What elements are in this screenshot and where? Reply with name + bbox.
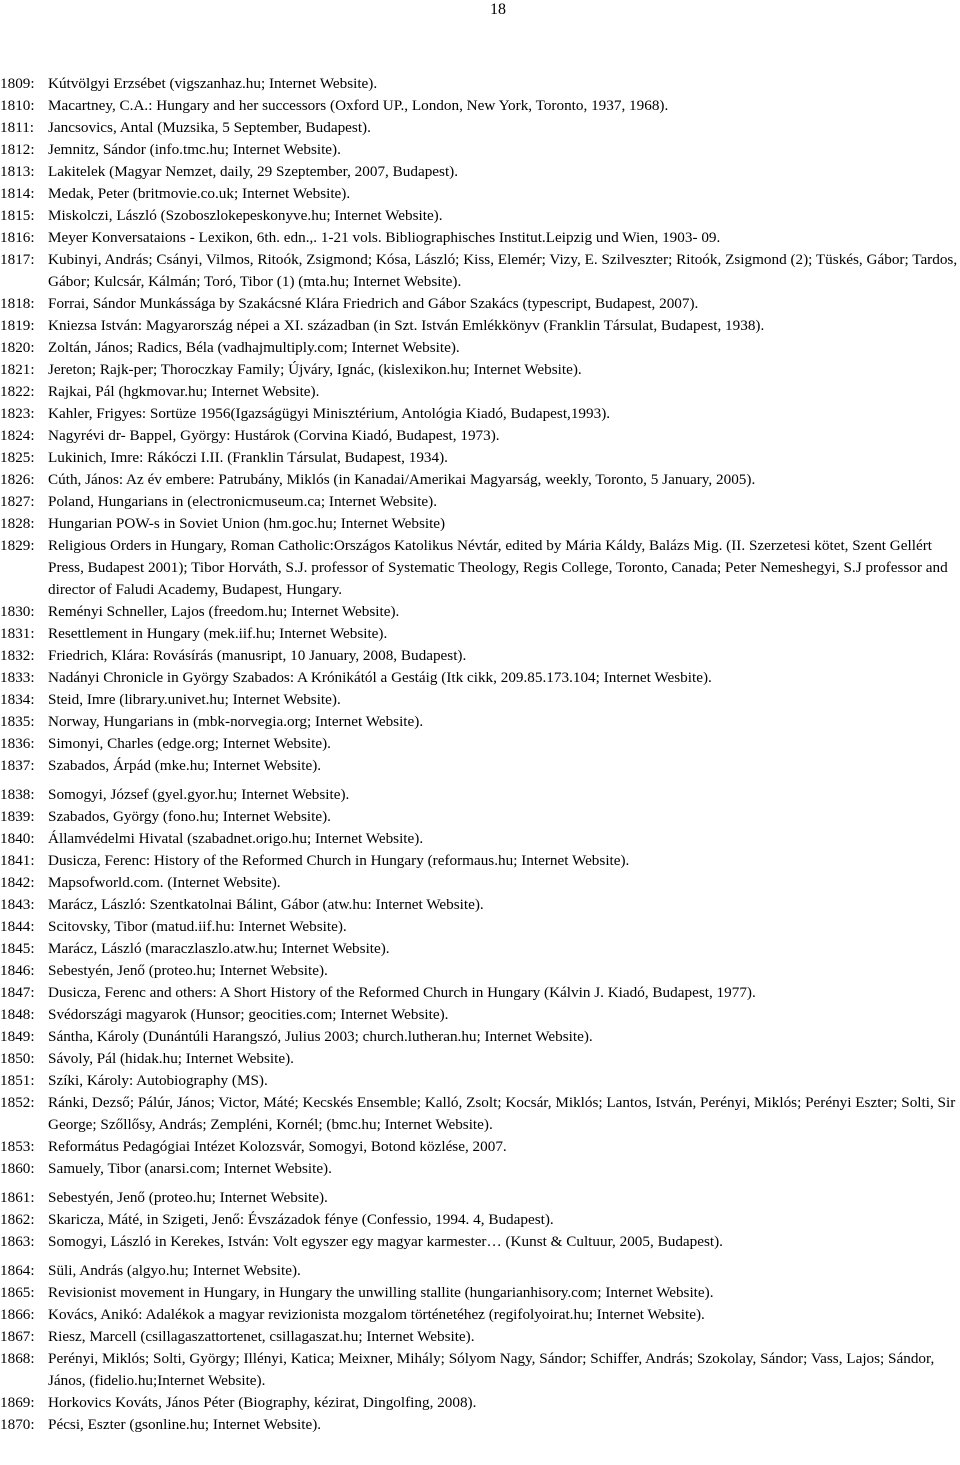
reference-number: 1841:	[0, 852, 35, 869]
reference-text: Lakitelek (Magyar Nemzet, daily, 29 Szeptember, 2007, Budapest).	[48, 163, 459, 180]
reference-number: 1831:	[0, 625, 35, 642]
reference-entry	[0, 469, 958, 491]
reference-text: Szabados, Árpád (mke.hu; Internet Website).	[48, 757, 322, 774]
reference-entry	[0, 828, 958, 850]
reference-number: 1837:	[0, 757, 35, 774]
reference-text: Református Pedagógiai Intézet Kolozsvár, Somogyi, Botond közlése, 2007.	[48, 1138, 507, 1155]
reference-number: 1810:	[0, 97, 35, 114]
reference-number: 1817:	[0, 251, 35, 268]
reference-number: 1824:	[0, 427, 35, 444]
reference-text: Somogyi, László in Kerekes, István: Volt egyszer egy magyar karmester… (Kunst & Cultuur, 2005, Budapest).	[48, 1233, 723, 1250]
reference-entry	[0, 513, 958, 535]
reference-entry	[0, 938, 958, 960]
reference-number: 1814:	[0, 185, 35, 202]
reference-text: Cúth, János: Az év embere: Patrubány, Miklós (in Kanadai/Amerikai Magyarság, weekly, Toronto, 5 January, 2005).	[48, 471, 756, 488]
reference-number: 1811:	[0, 119, 35, 136]
reference-number: 1840:	[0, 830, 35, 847]
reference-text: Skaricza, Máté, in Szigeti, Jenő: Évszázadok fénye (Confessio, 1994. 4, Budapest).	[48, 1211, 554, 1228]
reference-text: Sávoly, Pál (hidak.hu; Internet Website).	[48, 1050, 294, 1067]
reference-text: Simonyi, Charles (edge.org; Internet Website).	[48, 735, 331, 752]
reference-text: Pécsi, Eszter (gsonline.hu; Internet Website).	[48, 1416, 322, 1433]
reference-entry	[0, 850, 958, 872]
reference-text: Kubinyi, András; Csányi, Vilmos, Ritoók, Zsigmond; Kósa, László; Kiss, Elemér; Vizy, E. Szilveszter; Ritoók, Zsigmond (2); Tüskés, Gábor; Tardos, Gábor; Kulcsár, Kálmán; Toró, Tibor (1) (mta.hu; Internet Website).	[48, 251, 958, 290]
reference-text: Jemnitz, Sándor (info.tmc.hu; Internet Website).	[48, 141, 341, 158]
reference-number: 1833:	[0, 669, 35, 686]
reference-entry	[0, 249, 958, 293]
reference-text: Süli, András (algyo.hu; Internet Website).	[48, 1262, 301, 1279]
reference-number: 1823:	[0, 405, 35, 422]
reference-number: 1860:	[0, 1160, 35, 1177]
reference-entry	[0, 1414, 958, 1436]
reference-number: 1827:	[0, 493, 35, 510]
reference-number: 1818:	[0, 295, 35, 312]
reference-entry	[0, 733, 958, 755]
reference-text: Norway, Hungarians in (mbk-norvegia.org; Internet Website).	[48, 713, 424, 730]
reference-entry	[0, 447, 958, 469]
reference-number: 1870:	[0, 1416, 35, 1433]
reference-entry	[0, 601, 958, 623]
reference-text: Steid, Imre (library.univet.hu; Internet Website).	[48, 691, 341, 708]
reference-number: 1851:	[0, 1072, 35, 1089]
reference-entry	[0, 1348, 958, 1392]
reference-entry	[0, 1187, 958, 1209]
reference-entry	[0, 1260, 958, 1282]
reference-number: 1852:	[0, 1094, 35, 1111]
reference-entry	[0, 1026, 958, 1048]
reference-text: Kovács, Anikó: Adalékok a magyar revizionista mozgalom történetéhez (regifolyoirat.hu; Internet Website).	[48, 1306, 705, 1323]
reference-number: 1822:	[0, 383, 35, 400]
reference-text: Sebestyén, Jenő (proteo.hu; Internet Website).	[48, 1189, 328, 1206]
reference-entry	[0, 1158, 958, 1180]
reference-entry	[0, 1392, 958, 1414]
reference-text: Riesz, Marcell (csillagaszattortenet, csillagaszat.hu; Internet Website).	[48, 1328, 475, 1345]
reference-text: Szíki, Károly: Autobiography (MS).	[48, 1072, 268, 1089]
reference-number: 1861:	[0, 1189, 35, 1206]
reference-number: 1834:	[0, 691, 35, 708]
reference-number: 1812:	[0, 141, 35, 158]
reference-text: Sántha, Károly (Dunántúli Harangszó, Julius 2003; church.lutheran.hu; Internet Website).	[48, 1028, 593, 1045]
reference-text: Samuely, Tibor (anarsi.com; Internet Website).	[48, 1160, 332, 1177]
reference-text: Dusicza, Ferenc and others: A Short History of the Reformed Church in Hungary (Kálvin J. Kiadó, Budapest, 1977).	[48, 984, 756, 1001]
reference-text: Szabados, György (fono.hu; Internet Website).	[48, 808, 331, 825]
reference-number: 1830:	[0, 603, 35, 620]
reference-number: 1825:	[0, 449, 35, 466]
reference-entry	[0, 1209, 958, 1231]
reference-entry	[0, 960, 958, 982]
reference-text: Religious Orders in Hungary, Roman Catholic:Országos Katolikus Névtár, edited by Mária Káldy, Balázs Mig. (II. Szerzetesi kötet, Szent Gellért Press, Budapest 2001); Tibor Horváth, S.J. professor of Systematic Theology, Regis College, Toronto, Canada; Peter Nemeshegyi, S.J professor and director of Faludi Academy, Budapest, Hungary.	[48, 537, 948, 598]
page-number: 18	[490, 1, 506, 18]
reference-number: 1819:	[0, 317, 35, 334]
reference-number: 1838:	[0, 786, 35, 803]
reference-text: Rajkai, Pál (hgkmovar.hu; Internet Website).	[48, 383, 320, 400]
reference-entry	[0, 623, 958, 645]
reference-text: Revisionist movement in Hungary, in Hungary the unwilling stallite (hungarianhisory.com; Internet Website).	[48, 1284, 714, 1301]
reference-entry	[0, 667, 958, 689]
reference-entry	[0, 645, 958, 667]
reference-text: Mapsofworld.com. (Internet Website).	[48, 874, 281, 891]
reference-text: Friedrich, Klára: Rovásírás (manusript, 10 January, 2008, Budapest).	[48, 647, 467, 664]
reference-text: Jereton; Rajk-per; Thoroczkay Family; Újváry, Ignác, (kislexikon.hu; Internet Website).	[48, 361, 582, 378]
reference-number: 1869:	[0, 1394, 35, 1411]
reference-list	[0, 73, 958, 1436]
reference-number: 1826:	[0, 471, 35, 488]
reference-text: Kniezsa István: Magyarország népei a XI. században (in Szt. István Emlékkönyv (Franklin Társulat, Budapest, 1938).	[48, 317, 765, 334]
reference-number: 1821:	[0, 361, 35, 378]
reference-entry	[0, 337, 958, 359]
reference-entry	[0, 359, 958, 381]
reference-number: 1850:	[0, 1050, 35, 1067]
reference-number: 1816:	[0, 229, 35, 246]
reference-number: 1848:	[0, 1006, 35, 1023]
reference-entry	[0, 1136, 958, 1158]
reference-number: 1842:	[0, 874, 35, 891]
reference-text: Reményi Schneller, Lajos (freedom.hu; Internet Website).	[48, 603, 400, 620]
reference-text: Zoltán, János; Radics, Béla (vadhajmultiply.com; Internet Website).	[48, 339, 460, 356]
reference-number: 1843:	[0, 896, 35, 913]
reference-text: Ránki, Dezső; Pálúr, János; Victor, Máté; Kecskés Ensemble; Kalló, Zsolt; Kocsár, Miklós; Lantos, István, Perényi, Miklós; Perényi Eszter; Solti, Sir George; Szőllősy, András; Zempléni, Kornél; (bmc.hu; Internet Website).	[48, 1094, 956, 1133]
reference-number: 1846:	[0, 962, 35, 979]
reference-entry	[0, 491, 958, 513]
reference-entry	[0, 806, 958, 828]
reference-number: 1839:	[0, 808, 35, 825]
reference-text: Perényi, Miklós; Solti, György; Illényi, Katica; Meixner, Mihály; Sólyom Nagy, Sándor; Schiffer, András; Szokolay, Sándor; Vass, Lajos; Sándor, János, (fidelio.hu;Internet Website).	[48, 1350, 935, 1389]
reference-text: Kútvölgyi Erzsébet (vigszanhaz.hu; Internet Website).	[48, 75, 378, 92]
reference-entry	[0, 872, 958, 894]
reference-text: Svédországi magyarok (Hunsor; geocities.com; Internet Website).	[48, 1006, 449, 1023]
reference-entry	[0, 1231, 958, 1253]
reference-entry	[0, 1048, 958, 1070]
reference-text: Medak, Peter (britmovie.co.uk; Internet Website).	[48, 185, 351, 202]
reference-entry	[0, 1304, 958, 1326]
reference-number: 1847:	[0, 984, 35, 1001]
reference-text: Macartney, C.A.: Hungary and her successors (Oxford UP., London, New York, Toronto, 1937, 1968).	[48, 97, 669, 114]
reference-text: Jancsovics, Antal (Muzsika, 5 September, Budapest).	[48, 119, 371, 136]
reference-text: Horkovics Kováts, János Péter (Biography, kézirat, Dingolfing, 2008).	[48, 1394, 477, 1411]
reference-text: Somogyi, József (gyel.gyor.hu; Internet Website).	[48, 786, 350, 803]
reference-number: 1844:	[0, 918, 35, 935]
reference-text: Kahler, Frigyes: Sortüze 1956(Igazságügyi Minisztérium, Antológia Kiadó, Budapest,1993).	[48, 405, 611, 422]
reference-entry	[0, 711, 958, 733]
reference-entry	[0, 894, 958, 916]
reference-text: Scitovsky, Tibor (matud.iif.hu: Internet Website).	[48, 918, 347, 935]
reference-text: Hungarian POW-s in Soviet Union (hm.goc.hu; Internet Website)	[48, 515, 446, 532]
reference-entry	[0, 293, 958, 315]
reference-entry	[0, 117, 958, 139]
reference-entry	[0, 139, 958, 161]
reference-number: 1868:	[0, 1350, 35, 1367]
reference-text: Miskolczi, László (Szoboszlokepeskonyve.hu; Internet Website).	[48, 207, 443, 224]
reference-entry	[0, 916, 958, 938]
reference-text: Államvédelmi Hivatal (szabadnet.origo.hu; Internet Website).	[48, 830, 424, 847]
reference-entry	[0, 784, 958, 806]
reference-entry	[0, 535, 958, 601]
reference-number: 1820:	[0, 339, 35, 356]
reference-number: 1849:	[0, 1028, 35, 1045]
reference-entry	[0, 1092, 958, 1136]
reference-entry	[0, 227, 958, 249]
reference-number: 1845:	[0, 940, 35, 957]
reference-entry	[0, 1326, 958, 1348]
reference-number: 1809:	[0, 75, 35, 92]
reference-entry	[0, 425, 958, 447]
reference-entry	[0, 403, 958, 425]
reference-number: 1828:	[0, 515, 35, 532]
reference-text: Nagyrévi dr- Bappel, György: Hustárok (Corvina Kiadó, Budapest, 1973).	[48, 427, 500, 444]
reference-entry	[0, 95, 958, 117]
reference-text: Nadányi Chronicle in György Szabados: A Krónikától a Gestáig (Itk cikk, 209.85.173.104; Internet Wesbite).	[48, 669, 712, 686]
reference-entry	[0, 315, 958, 337]
reference-text: Marácz, László: Szentkatolnai Bálint, Gábor (atw.hu: Internet Website).	[48, 896, 484, 913]
reference-entry	[0, 689, 958, 711]
reference-text: Meyer Konversataions - Lexikon, 6th. edn.,. 1-21 vols. Bibliographisches Institut.Leipzig und Wien, 1903- 09.	[48, 229, 721, 246]
reference-entry	[0, 1282, 958, 1304]
reference-number: 1815:	[0, 207, 35, 224]
reference-text: Marácz, László (maraczlaszlo.atw.hu; Internet Website).	[48, 940, 390, 957]
reference-entry	[0, 161, 958, 183]
reference-entry	[0, 1004, 958, 1026]
reference-text: Resettlement in Hungary (mek.iif.hu; Internet Website).	[48, 625, 388, 642]
reference-entry	[0, 381, 958, 403]
reference-number: 1867:	[0, 1328, 35, 1345]
reference-number: 1866:	[0, 1306, 35, 1323]
reference-entry	[0, 982, 958, 1004]
reference-number: 1835:	[0, 713, 35, 730]
reference-entry	[0, 1070, 958, 1092]
reference-text: Dusicza, Ferenc: History of the Reformed Church in Hungary (reformaus.hu; Internet Website).	[48, 852, 630, 869]
reference-number: 1813:	[0, 163, 35, 180]
reference-number: 1862:	[0, 1211, 35, 1228]
reference-text: Forrai, Sándor Munkássága by Szakácsné Klára Friedrich and Gábor Szakács (typescript, Budapest, 2007).	[48, 295, 699, 312]
reference-number: 1836:	[0, 735, 35, 752]
reference-number: 1832:	[0, 647, 35, 664]
reference-entry	[0, 183, 958, 205]
reference-entry	[0, 73, 958, 95]
reference-text: Lukinich, Imre: Rákóczi I.II. (Franklin Társulat, Budapest, 1934).	[48, 449, 448, 466]
reference-number: 1863:	[0, 1233, 35, 1250]
reference-entry	[0, 205, 958, 227]
reference-text: Poland, Hungarians in (electronicmuseum.ca; Internet Website).	[48, 493, 438, 510]
reference-text: Sebestyén, Jenő (proteo.hu; Internet Website).	[48, 962, 328, 979]
reference-entry	[0, 755, 958, 777]
reference-number: 1853:	[0, 1138, 35, 1155]
reference-number: 1829:	[0, 537, 35, 554]
reference-number: 1864:	[0, 1262, 35, 1279]
reference-number: 1865:	[0, 1284, 35, 1301]
